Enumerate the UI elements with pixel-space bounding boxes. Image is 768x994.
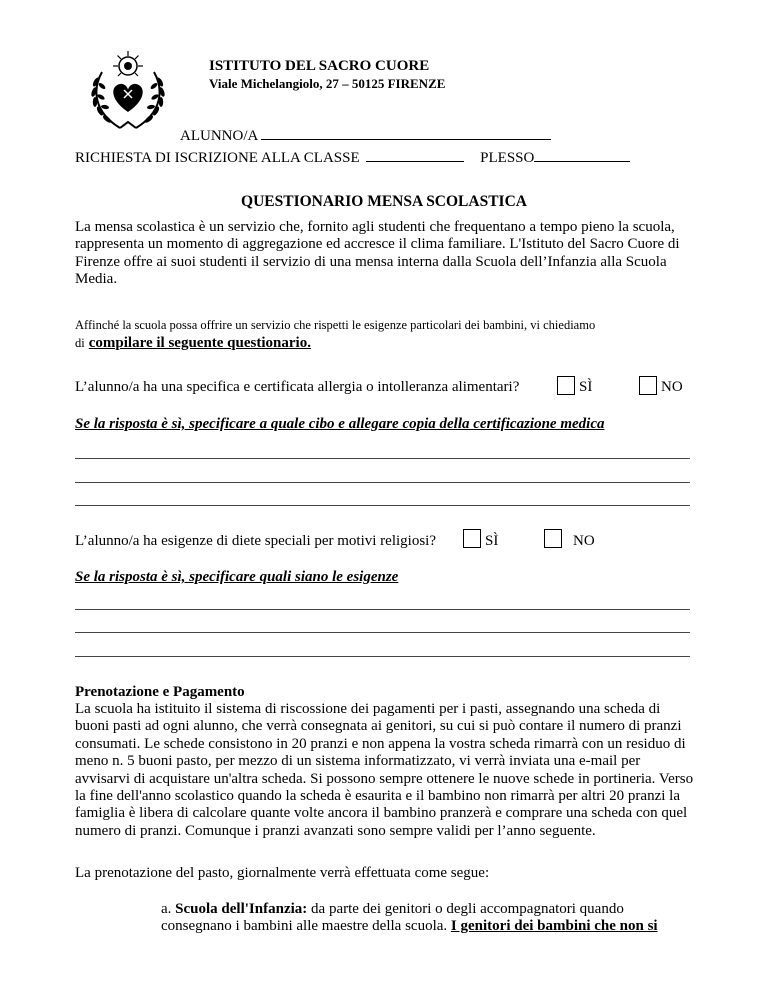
q2-yes-label: SÌ	[485, 533, 499, 549]
q2-no-label: NO	[573, 533, 595, 549]
item-a-prefix: a.	[161, 901, 172, 917]
class-line[interactable]	[366, 147, 464, 162]
request-text: Affinché la scuola possa offrire un servizio che rispetti le esigenze particolari dei bambini, vi chiediamo	[75, 318, 596, 332]
booking-item-a	[161, 901, 681, 936]
request-di: di	[75, 336, 85, 350]
student-field	[180, 125, 551, 145]
payment-body: La scuola ha istituito il sistema di riscossione dei pagamenti per i pasti, assegnando una scheda di buoni pasti ad ogni alunno, che verrà consegnata ai genitori, su cui si può contare il numero di pranzi consumati. Le schede consistono in 20 pranzi e non appena la vostra scheda rimarrà con un residuo di meno n. 5 buoni pasto, per mezzo di un sistema informatizzato, vi verrà inviata una e-mail per avvisarvi di acquistare un'altra scheda. Si possono sempre ottenere le nuove schede in portineria. Verso la fine dell'anno scolastico quando la scheda è esaurita e il bambino non rimarrà per altri 20 pranzi la famiglia è libera di calcolare quante volte ancora il bambino pranzerà e comprare una scheda con quel numero di pranzi. Comunque i pranzi avanzati sono sempre validi per l’anno seguente.	[75, 701, 694, 839]
student-name-line[interactable]	[261, 125, 551, 140]
item-a-emphasis: I genitori dei bambini che non si	[450, 918, 658, 935]
q1-answer-line[interactable]	[75, 458, 690, 459]
q1-no-label: NO	[661, 379, 683, 395]
plesso-line[interactable]	[534, 147, 630, 162]
q2-followup: Se la risposta è sì, specificare quali siano le esigenze	[75, 569, 399, 585]
booking-intro: La prenotazione del pasto, giornalmente verrà effettuata come segue:	[75, 865, 490, 881]
q2-answer-line[interactable]	[75, 632, 690, 633]
q2-yes-checkbox[interactable]	[463, 529, 481, 548]
q1-question: L’alunno/a ha una specifica e certificata allergia o intolleranza alimentari?	[75, 379, 520, 395]
school-crest-logo	[80, 50, 176, 136]
student-label: ALUNNO/A	[180, 128, 258, 144]
q1-answer-line[interactable]	[75, 482, 690, 483]
request-emphasis: compilare il seguente questionario.	[88, 335, 311, 351]
q1-yes-label: SÌ	[579, 379, 593, 395]
item-a-heading: Scuola dell'Infanzia:	[175, 901, 308, 917]
class-label: RICHIESTA DI ISCRIZIONE ALLA CLASSE	[75, 150, 360, 166]
q1-no-checkbox[interactable]	[639, 376, 657, 395]
item-a-text: da parte dei genitori o degli accompagnatori quando consegnano i bambini alle maestre della scuola.	[161, 901, 624, 935]
page-title: QUESTIONARIO MENSA SCOLASTICA	[241, 193, 527, 210]
school-name: ISTITUTO DEL SACRO CUORE	[209, 58, 430, 74]
q1-answer-line[interactable]	[75, 505, 690, 506]
q1-followup: Se la risposta è sì, specificare a quale cibo e allegare copia della certificazione medica	[75, 416, 605, 432]
request-paragraph	[75, 318, 715, 353]
payment-heading: Prenotazione e Pagamento	[75, 684, 245, 700]
intro-paragraph: La mensa scolastica è un servizio che, fornito agli studenti che frequentano a tempo pieno la scuola, rappresenta un momento di aggregazione ed accresce il clima familiare. L'Istituto del Sacro Cuore di Firenze offre ai suoi studenti il servizio di una mensa interna dalla Scuola dell’Infanzia alla Scuola Media.	[75, 219, 680, 288]
plesso-label: PLESSO	[480, 150, 535, 166]
q1-yes-checkbox[interactable]	[557, 376, 575, 395]
q2-answer-line[interactable]	[75, 656, 690, 657]
class-request-field	[75, 147, 630, 167]
school-address: Viale Michelangiolo, 27 – 50125 FIRENZE	[209, 76, 446, 91]
q2-answer-line[interactable]	[75, 609, 690, 610]
q2-question: L’alunno/a ha esigenze di diete speciali per motivi religiosi?	[75, 533, 436, 549]
q2-no-checkbox[interactable]	[544, 529, 562, 548]
